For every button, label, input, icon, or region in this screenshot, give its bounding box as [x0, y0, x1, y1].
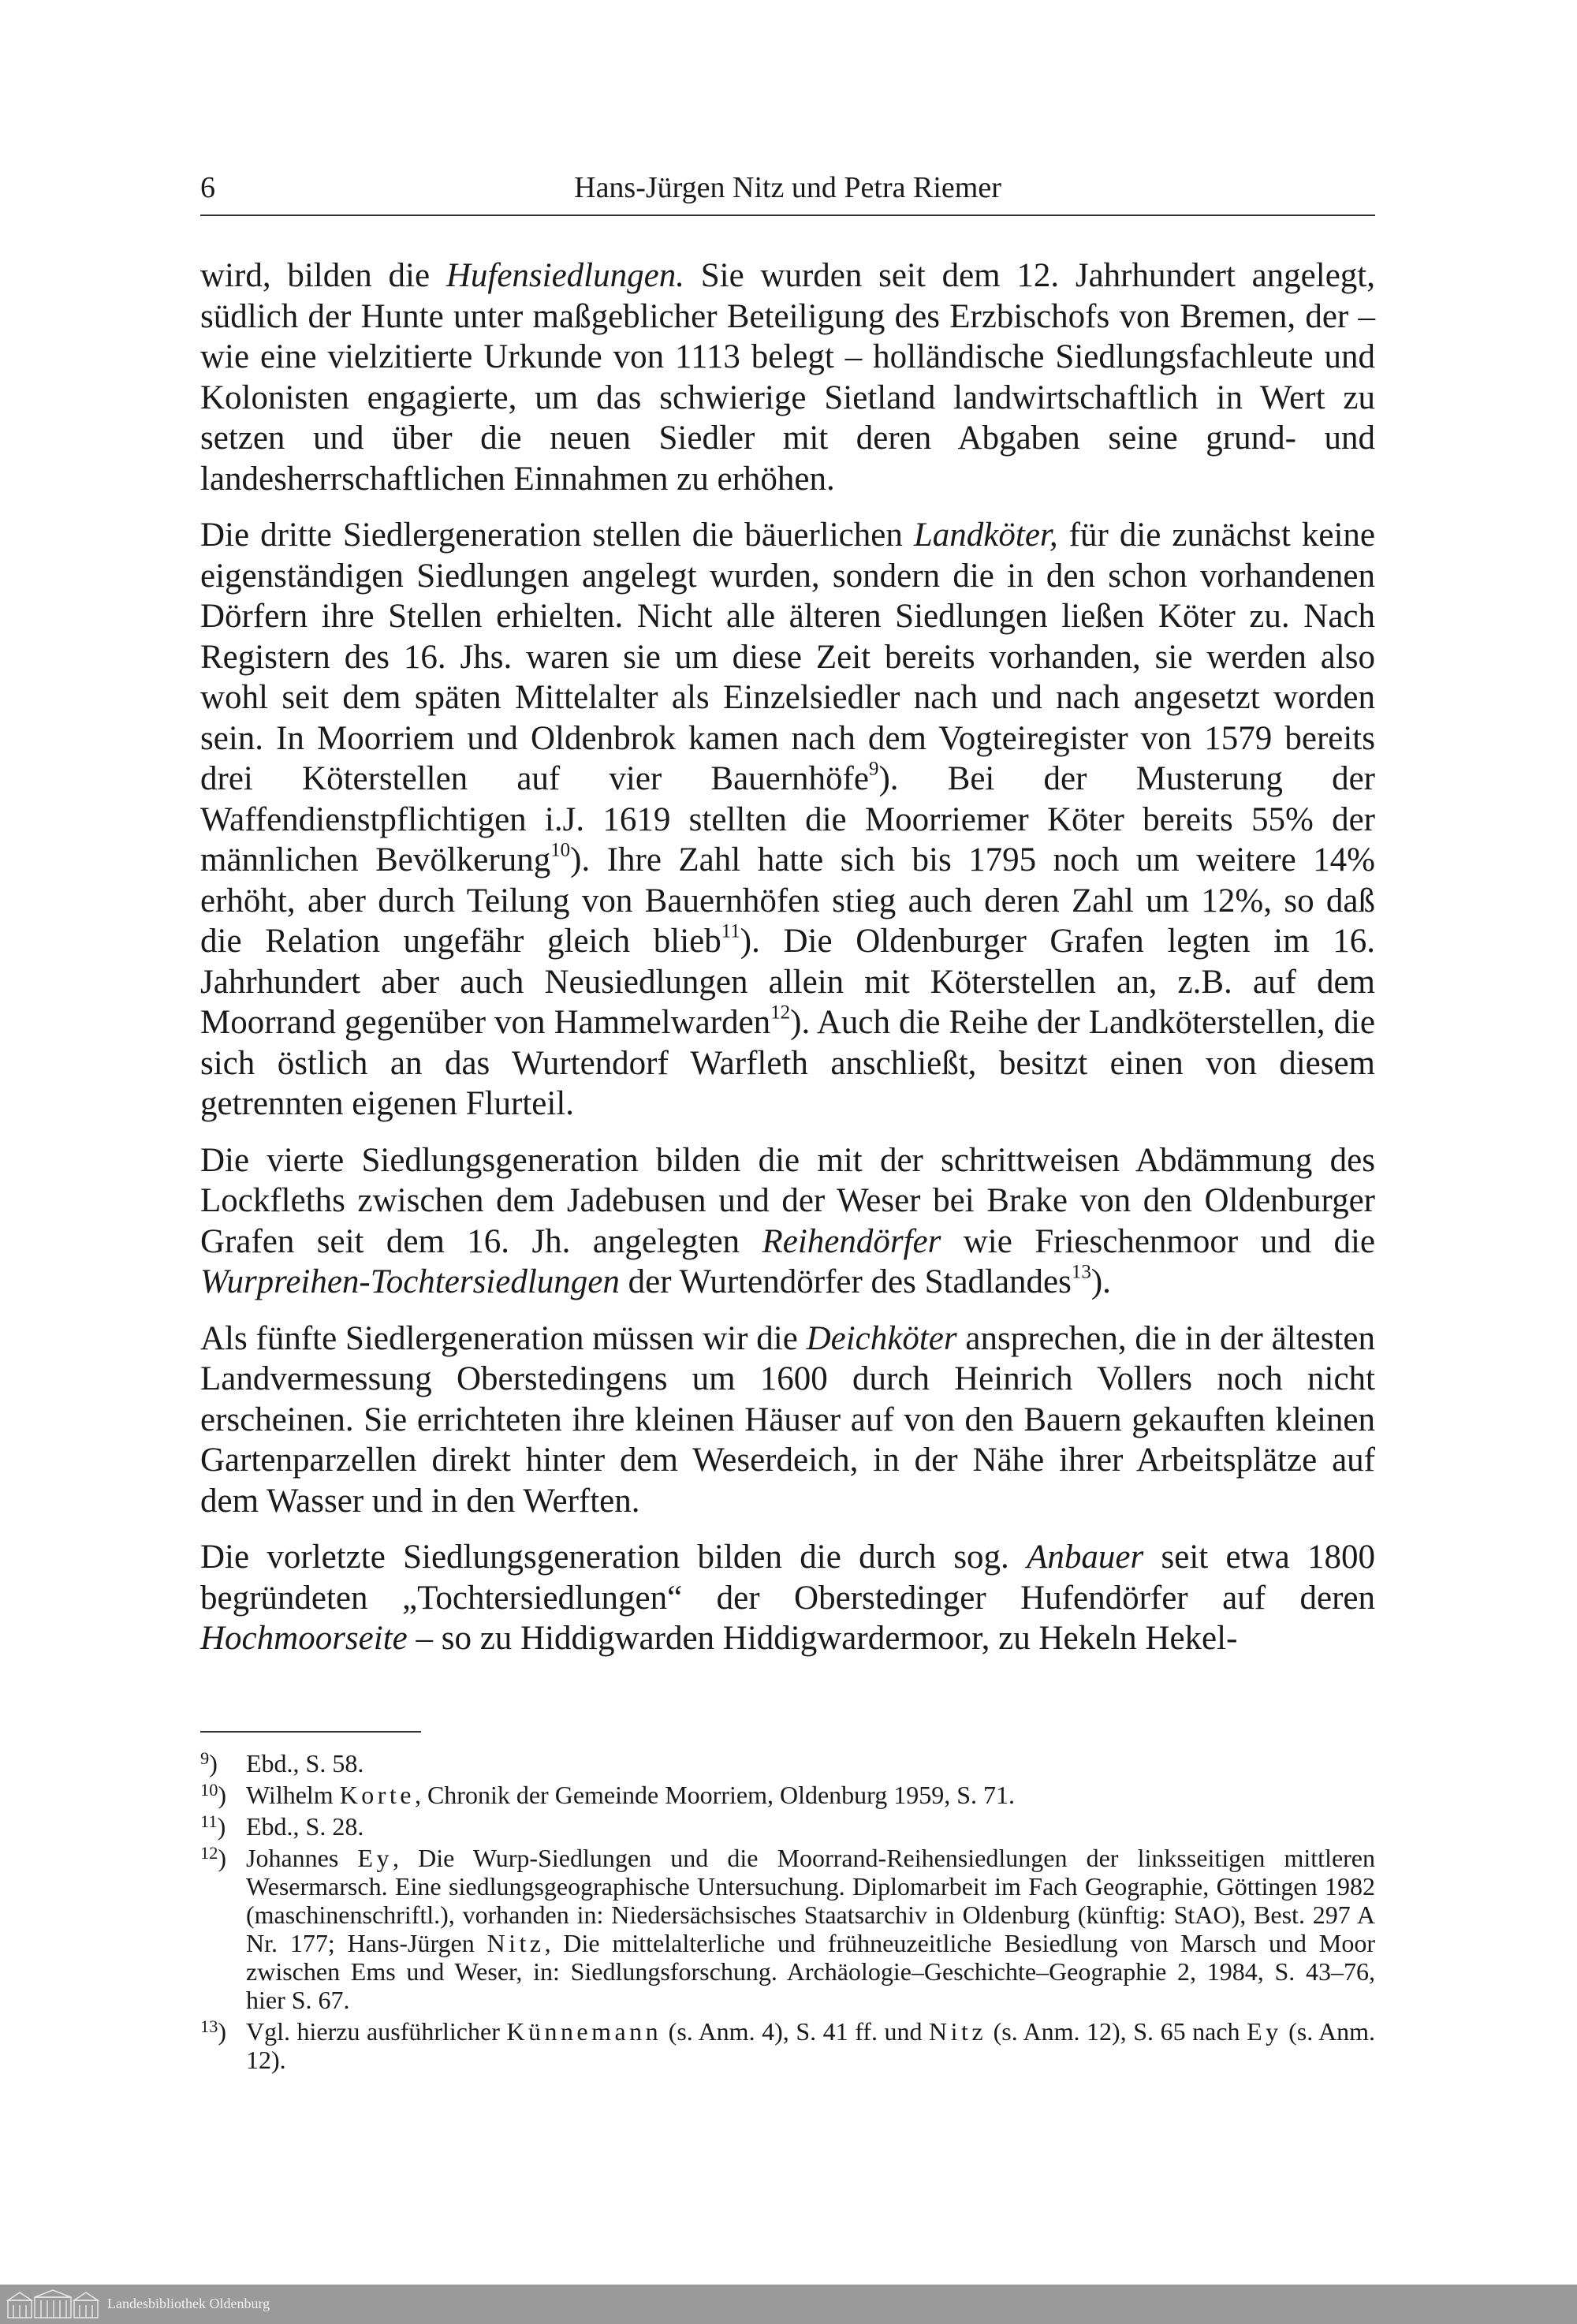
- p2-text-3: ). Bei der Musterung der Waffendienstpflichtigen i.J. 1619 stellten die Moorriemer Köter bereits 55% der männlichen Bevölkerung: [200, 760, 1375, 878]
- footnote-9: [200, 1749, 1375, 1778]
- footnote-11: [200, 1812, 1375, 1841]
- footnote-text: Johannes Ey, Die Wurp-Siedlungen und die Moorrand-Reihensiedlungen der linksseitigen mittleren Wesermarsch. Eine siedlungsgeographische Untersuchung. Diplomarbeit im Fach Geographie, Göttingen 1982 (maschinenschriftl.), vorhanden in: Niedersächsisches Staatsarchiv in Oldenburg (künftig: StAO), Best. 297 A Nr. 177; Hans-Jürgen Nitz, Die mittelalterliche und frühneuzeitliche Besiedlung von Marsch und Moor zwischen Ems und Weser, in: Siedlungsforschung. Archäologie–Geschichte–Geographie 2, 1984, S. 43–76, hier S. 67.: [246, 1844, 1376, 2014]
- page-header: [200, 167, 1375, 216]
- paragraph-2: [200, 515, 1375, 1125]
- footnote-12: [200, 1844, 1375, 2014]
- p3-text-3: der Wurtendörfer des Stadlandes: [619, 1263, 1072, 1300]
- p2-text-6: ). Auch die Reihe der Landköterstellen, die sich östlich an das Wurtendorf Warfleth anschließt, besitzt einen von diesem getrennten eigenen Flurteil.: [200, 1004, 1375, 1122]
- library-building-icon: [6, 2289, 99, 2319]
- footnote-text: Wilhelm Korte, Chronik der Gemeinde Moorriem, Oldenburg 1959, S. 71.: [246, 1781, 1016, 1809]
- p5-text-1: Die vorletzte Siedlungsgeneration bilden die durch sog.: [200, 1539, 1027, 1576]
- body-text: [200, 256, 1375, 1675]
- p2-text-4: ). Ihre Zahl hatte sich bis 1795 noch um weitere 14% erhöht, aber durch Teilung von Bauernhöfen stieg auch deren Zahl um 12%, so daß die Relation ungefähr gleich blieb: [200, 841, 1375, 960]
- footnote-mark: $^{12}$): [200, 1842, 227, 1872]
- p2-text-2: für die zunächst keine eigenständigen Siedlungen angelegt wurden, sondern die in den schon vorhandenen Dörfern ihre Stellen erhielten. Nicht alle älteren Siedlungen ließen Köter zu. Nach Registern des 16. Jhs. waren sie um diese Zeit bereits vorhanden, sie werden also wohl seit dem späten Mittelalter als Einzelsiedler nach und nach angesetzt worden sein. In Moorriem und Oldenbrok kamen nach dem Vogteiregister von 1579 bereits drei Köterstellen auf vier Bauernhöfe: [200, 517, 1375, 797]
- p3-emphasis-2: Wurpreihen-Tochtersiedlungen: [200, 1263, 620, 1300]
- footnote-text: Ebd., S. 58.: [246, 1749, 364, 1778]
- p3-text-2: wie Frieschenmoor und die: [941, 1222, 1376, 1260]
- p5-emphasis-2: Hochmoorseite: [200, 1620, 408, 1657]
- page-number: 6: [200, 171, 215, 204]
- paragraph-3: [200, 1140, 1375, 1303]
- footnote-divider: [200, 1731, 421, 1733]
- p5-text-2: seit etwa 1800 begründeten „Tochtersiedlungen“ der Oberstedinger Hufendörfer auf deren: [200, 1539, 1375, 1617]
- p3-text-1: Die vierte Siedlungsgeneration bilden die mit der schrittweisen Abdämmung des Lockfleths zwischen dem Jadebusen und der Weser bei Brake von den Oldenburger Grafen seit dem 16. Jh. angelegten: [200, 1141, 1375, 1260]
- author-name: Ey: [357, 1844, 393, 1872]
- p2-text-5: ). Die Oldenburger Grafen legten im 16. Jahrhundert aber auch Neusiedlungen allein mit Köterstellen an, z.B. auf dem Moorrand gegenüber von Hammelwarden: [200, 923, 1375, 1041]
- author-name: Korte: [339, 1781, 415, 1809]
- p3-text-4: ).: [1090, 1263, 1111, 1300]
- library-name: Landesbibliothek Oldenburg: [107, 2296, 270, 2311]
- footnote-ref-12[interactable]: 12: [770, 1002, 791, 1024]
- author-name: Nitz: [487, 1929, 545, 1957]
- footnote-text: Ebd., S. 28.: [246, 1812, 364, 1841]
- paragraph-4: [200, 1319, 1375, 1522]
- footnote-ref-11[interactable]: 11: [721, 920, 740, 942]
- footnote-text: Vgl. hierzu ausführlicher Künnemann (s. Anm. 4), S. 41 ff. und Nitz (s. Anm. 12), S. 65 nach Ey (s. Anm. 12).: [246, 2017, 1376, 2074]
- p3-emphasis-1: Reihendörfer: [762, 1222, 941, 1260]
- author-name: Nitz: [929, 2017, 987, 2046]
- p5-emphasis-1: Anbauer: [1027, 1539, 1144, 1576]
- footnote-ref-9[interactable]: 9: [868, 758, 879, 780]
- p4-emphasis-1: Deichköter: [806, 1319, 957, 1357]
- p1-text-2: Sie wurden seit dem 12. Jahrhundert angelegt, südlich der Hunte unter maßgeblicher Beteiligung des Erzbischofs von Bremen, der – wie eine vielzitierte Urkunde von 1113 belegt – holländische Siedlungsfachleute und Kolonisten engagierte, um das schwierige Sietland landwirtschaftlich in Wert zu setzen und über die neuen Siedler mit deren Abgaben seine grund- und landesherrschaftlichen Einnahmen zu erhöhen.: [200, 257, 1375, 498]
- footnote-13: [200, 2017, 1375, 2074]
- library-footer-bar: [0, 2285, 1577, 2324]
- paragraph-1: [200, 256, 1375, 499]
- author-name: Künnemann: [506, 2017, 662, 2046]
- p2-text-1: Die dritte Siedlergeneration stellen die bäuerlichen: [200, 517, 914, 554]
- footnotes: [200, 1749, 1375, 2077]
- footnote-mark: $^{11}$): [200, 1811, 226, 1841]
- footnote-mark: $^{13}$): [200, 2016, 227, 2046]
- footnote-mark: $^9$): [200, 1748, 218, 1778]
- author-name: Ey: [1247, 2017, 1282, 2046]
- p4-text-2: ansprechen, die in der ältesten Landvermessung Oberstedingens um 1600 durch Heinrich Vollers noch nicht erscheinen. Sie errichteten ihre kleinen Häuser auf von den Bauern gekauften kleinen Gartenparzellen direkt hinter dem Weserdeich, in der Nähe ihrer Arbeitsplätze auf dem Wasser und in den Werften.: [200, 1319, 1376, 1520]
- p2-emphasis-1: Landköter,: [913, 517, 1058, 554]
- footnote-ref-10[interactable]: 10: [550, 839, 571, 861]
- p4-text-1: Als fünfte Siedlergeneration müssen wir die: [200, 1319, 807, 1357]
- footnote-10: [200, 1781, 1375, 1809]
- running-title: Hans-Jürgen Nitz und Petra Riemer: [574, 171, 1001, 204]
- p1-text-1: wird, bilden die: [200, 257, 446, 294]
- p1-emphasis-1: Hufensiedlungen.: [446, 257, 684, 294]
- p5-text-3: – so zu Hiddigwarden Hiddigwardermoor, zu Hekeln Hekel-: [407, 1620, 1238, 1657]
- paragraph-5: [200, 1537, 1375, 1659]
- footnote-mark: $^{10}$): [200, 1779, 227, 1809]
- footnote-ref-13[interactable]: 13: [1071, 1261, 1091, 1283]
